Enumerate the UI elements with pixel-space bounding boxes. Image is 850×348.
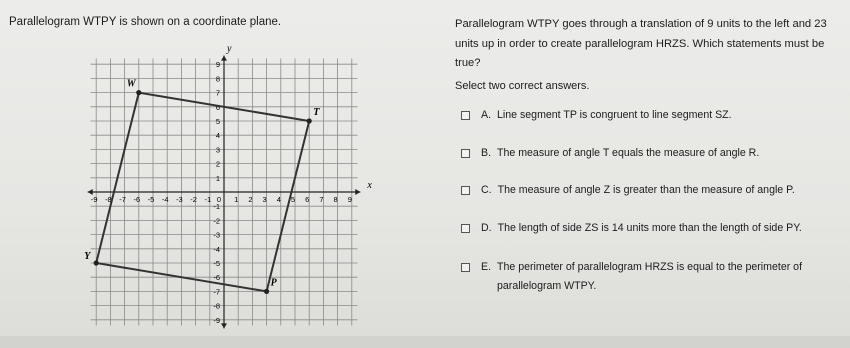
x-axis-label: x [367, 180, 372, 191]
option-a-text: Line segment TP is congruent to line segment SZ. [497, 109, 732, 121]
y-tick-label: 2 [215, 159, 220, 169]
vertex-label: T [313, 107, 320, 118]
x-tick-label: 7 [319, 195, 324, 204]
vertex-label: Y [84, 251, 91, 262]
y-tick-label: 5 [215, 117, 220, 126]
option-e-checkbox[interactable] [461, 263, 470, 272]
x-tick-label: -8 [105, 195, 112, 204]
x-tick-label: -7 [119, 195, 126, 204]
x-tick-label: 8 [333, 195, 338, 204]
option-e[interactable] [461, 258, 845, 296]
y-tick-label: 4 [215, 131, 220, 141]
y-tick-label: -5 [213, 259, 220, 268]
vertex-point [94, 260, 99, 265]
x-tick-label: 5 [290, 195, 296, 204]
option-a-checkbox[interactable] [461, 111, 470, 120]
option-e-text: The perimeter of parallelogram HRZS is equal to the perimeter of parallelogram WTPY. [497, 261, 803, 292]
option-d-letter: D. [481, 222, 492, 234]
option-c-letter: C. [481, 184, 492, 196]
option-e-letter: E. [481, 261, 492, 273]
y-tick-label: -9 [213, 315, 220, 325]
y-tick-label: 6 [215, 102, 220, 112]
x-tick-label: -3 [176, 195, 183, 204]
x-tick-label: -2 [190, 195, 197, 204]
option-b[interactable] [461, 144, 845, 163]
x-tick-label: -4 [161, 195, 169, 204]
y-tick-label: -6 [213, 273, 220, 283]
x-tick-label: -5 [147, 195, 155, 204]
x-tick-label: -6 [133, 195, 141, 204]
option-c-checkbox[interactable] [461, 186, 470, 195]
y-tick-label: -3 [213, 230, 220, 240]
vertex-label: P [270, 277, 277, 289]
y-tick-label: -7 [213, 287, 220, 297]
x-tick-label: 3 [262, 195, 267, 204]
vertex-point [136, 90, 141, 95]
option-d-text: The length of side ZS is 14 units more than the length of side PY. [497, 222, 802, 234]
y-axis-label: y [227, 43, 232, 55]
y-axis-arrow [221, 323, 227, 328]
x-tick-label: -9 [90, 195, 98, 204]
y-tick-label: 7 [215, 88, 220, 98]
coordinate-plane [84, 43, 372, 325]
option-d[interactable] [461, 219, 845, 238]
vertex-point [264, 289, 269, 294]
x-tick-label: 6 [305, 195, 310, 204]
vertex-point [307, 118, 312, 123]
option-c-text: The measure of angle Z is greater than the measure of angle P. [497, 184, 795, 196]
x-tick-label: -1 [204, 195, 212, 204]
origin-label: 0 [216, 195, 222, 204]
y-tick-label: 8 [215, 74, 220, 84]
option-b-text: The measure of angle T equals the measure of angle R. [497, 147, 760, 159]
x-tick-label: 1 [234, 195, 239, 204]
question-text: Parallelogram WTPY goes through a translation of 9 units to the left and 23 units up in order to create parallelogram HRZS. Which statements must be true? [455, 18, 827, 69]
option-a[interactable] [461, 106, 845, 125]
option-b-checkbox[interactable] [461, 149, 470, 158]
x-tick-label: 2 [248, 195, 253, 204]
y-tick-label: -4 [213, 244, 220, 254]
x-tick-label: 4 [276, 195, 281, 204]
x-axis-arrow [355, 189, 360, 195]
y-tick-label: -8 [213, 301, 220, 311]
page-bottom-edge [0, 336, 850, 348]
answer-instruction: Select two correct answers. [455, 80, 590, 92]
option-a-letter: A. [481, 109, 492, 121]
option-c[interactable] [461, 181, 845, 200]
y-tick-label: 3 [215, 145, 220, 155]
option-b-letter: B. [481, 147, 492, 159]
x-tick-label: 9 [347, 195, 352, 204]
y-tick-label: 9 [215, 60, 220, 70]
problem-prompt: Parallelogram WTPY is shown on a coordinate plane. [9, 16, 282, 28]
y-tick-label: 1 [215, 173, 220, 183]
y-tick-label: -2 [213, 216, 220, 226]
vertex-label: W [126, 78, 136, 90]
y-axis-arrow [221, 56, 227, 61]
y-tick-label: -1 [213, 202, 220, 212]
option-d-checkbox[interactable] [461, 224, 470, 233]
